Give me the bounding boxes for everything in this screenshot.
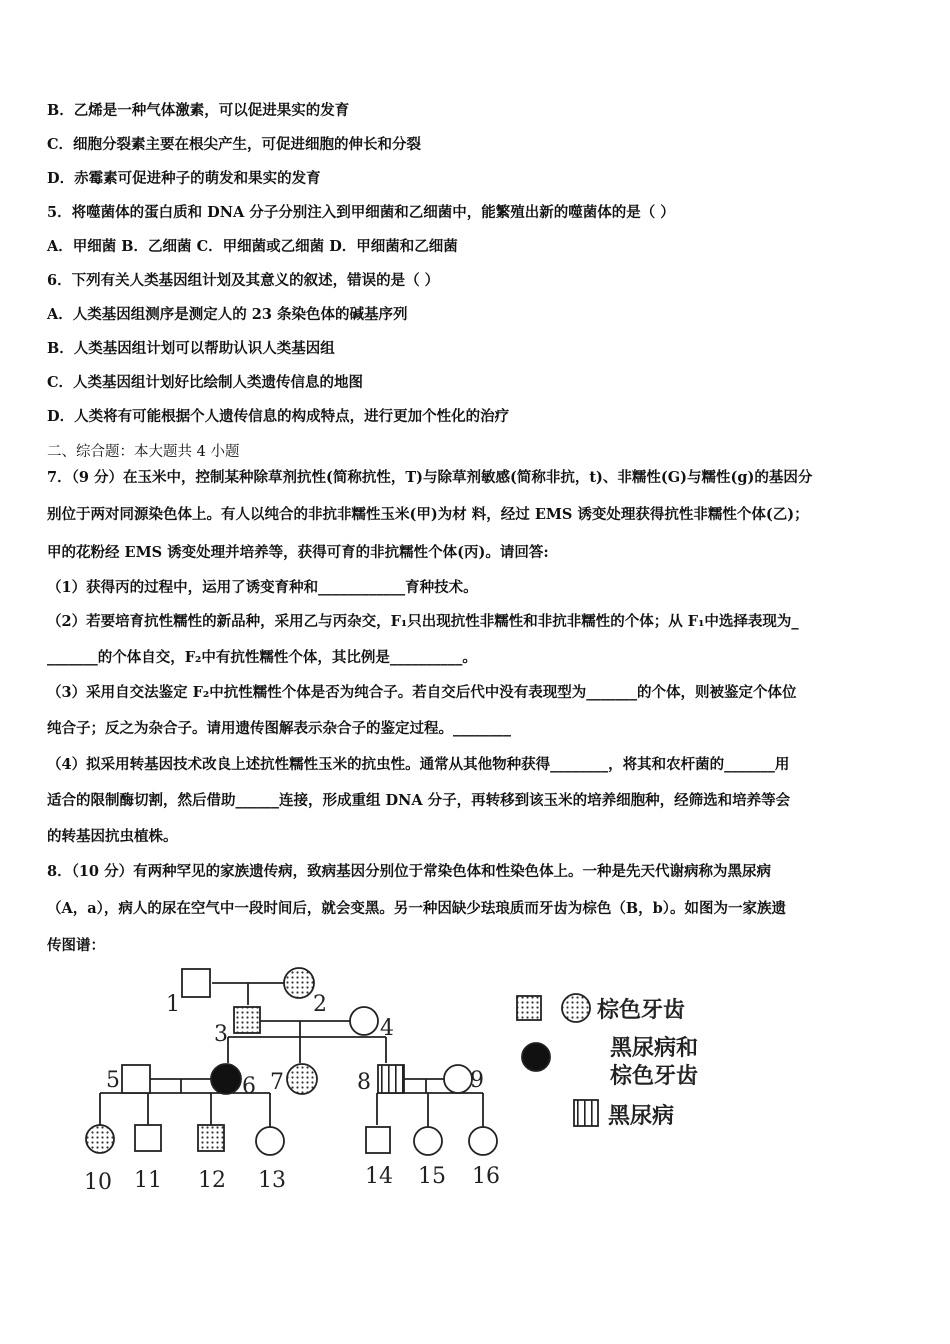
pedigree-individual-11 [135,1125,161,1151]
pedigree-individual-15 [414,1127,442,1155]
pedigree-label-12: 12 [198,1168,226,1193]
pedigree-chart [70,955,770,1210]
pedigree-label-16: 16 [472,1164,500,1189]
pedigree-label-9: 9 [470,1068,484,1093]
pedigree-individual-5 [122,1065,150,1093]
q5-options: A．甲细菌 B．乙细菌 C．甲细菌或乙细菌 D．甲细菌和乙细菌 [47,238,458,255]
legend-label-alkaptonuria-and: 黑尿病和 [610,1036,699,1061]
section-heading: 二、综合题：本大题共 4 小题 [47,444,240,460]
pedigree-label-2: 2 [313,992,327,1017]
pedigree-label-11: 11 [134,1168,162,1193]
legend-label-brown-teeth: 棕色牙齿 [597,998,686,1023]
q7-part-2b: _______的个体自交，F₂中有抗性糯性个体，其比例是__________。 [47,649,477,666]
q6-stem: 6．下列有关人类基因组计划及其意义的叙述，错误的是（ ） [47,272,440,289]
q5-stem: 5．将噬菌体的蛋白质和 DNA 分子分别注入到甲细菌和乙细菌中，能繁殖出新的噬菌体的是（ ） [47,204,675,221]
pedigree-label-15: 15 [418,1164,446,1189]
q6-option-a: A．人类基因组测序是测定人的 23 条染色体的碱基序列 [47,306,408,323]
q7-part-3a: （3）采用自交法鉴定 F₂中抗性糯性个体是否为纯合子。若自交后代中没有表现型为_______的个体，则被鉴定个体位 [47,684,797,701]
pedigree-individual-13 [256,1127,284,1155]
q8-stem-1: 8．（10 分）有两种罕见的家族遗传病，致病基因分别位于常染色体和性染色体上。一种是先天代谢病称为黑尿病 [47,863,772,880]
q7-part-4b: 适合的限制酶切割，然后借助______连接，形成重组 DNA 分子，再转移到该玉米的培养细胞种，经筛选和培养等会 [47,792,791,809]
q7-part-1: （1）获得丙的过程中，运用了诱变育种和____________育种技术。 [47,579,478,596]
pedigree-individual-12 [198,1125,224,1151]
legend-label-alkaptonuria: 黑尿病 [608,1104,675,1129]
q7-part-3b: 纯合子；反之为杂合子。请用遗传图解表示杂合子的鉴定过程。________ [47,720,511,737]
q8-stem-2: （A，a），病人的尿在空气中一段时间后，就会变黑。另一种因缺少珐琅质而牙齿为棕色（B，b）。如图为一家族遗 [47,900,787,917]
pedigree-label-5: 5 [106,1068,120,1093]
q6-option-c: C．人类基因组计划好比绘制人类遗传信息的地图 [47,374,364,391]
pedigree-label-6: 6 [242,1074,256,1099]
pedigree-label-3: 3 [214,1022,228,1047]
pedigree-label-13: 13 [258,1168,286,1193]
pedigree-individual-3 [234,1007,260,1033]
q4-option-c: C．细胞分裂素主要在根尖产生，可促进细胞的伸长和分裂 [47,136,422,153]
q7-part-4c: 的转基因抗虫植株。 [47,828,178,845]
q7-stem-3: 甲的花粉经 EMS 诱变处理并培养等，获得可育的非抗糯性个体(丙)。请回答: [47,544,549,561]
pedigree-individual-2 [284,968,314,998]
pedigree-individual-1 [182,969,210,997]
q7-part-4a: （4）拟采用转基因技术改良上述抗性糯性玉米的抗虫性。通常从其他物种获得________，将其和农杆菌的_______用 [47,756,790,773]
legend-label-brown-teeth-2: 棕色牙齿 [610,1064,699,1089]
legend-circle-dotted [562,994,590,1022]
pedigree-label-10: 10 [84,1170,112,1195]
legend-circle-filled [522,1043,550,1071]
q8-stem-3: 传图谱： [47,937,105,954]
q7-part-2a: （2）若要培育抗性糯性的新品种，采用乙与丙杂交，F₁只出现抗性非糯性和非抗非糯性的个体；从 F₁中选择表现为_ [47,613,799,630]
pedigree-individual-10 [86,1125,114,1153]
q6-option-d: D．人类将有可能根据个人遗传信息的构成特点，进行更加个性化的治疗 [47,408,510,425]
pedigree-individual-8 [378,1065,404,1093]
q6-option-b: B．人类基因组计划可以帮助认识人类基因组 [47,340,335,357]
q4-option-b: B．乙烯是一种气体激素，可以促进果实的发育 [47,102,350,119]
q4-option-d: D．赤霉素可促进种子的萌发和果实的发育 [47,170,321,187]
pedigree-individual-6 [211,1064,241,1094]
pedigree-individual-14 [366,1127,390,1153]
legend-square-striped [574,1100,598,1126]
pedigree-label-8: 8 [357,1070,371,1095]
pedigree-individual-4 [350,1007,378,1035]
pedigree-label-14: 14 [365,1164,393,1189]
pedigree-label-4: 4 [380,1016,394,1041]
pedigree-label-7: 7 [270,1070,284,1095]
pedigree-individual-7 [287,1064,317,1094]
pedigree-individual-9 [444,1065,472,1093]
pedigree-label-1: 1 [166,992,180,1017]
q7-stem-1: 7．（9 分）在玉米中，控制某种除草剂抗性(简称抗性，T)与除草剂敏感(简称非抗，t)、非糯性(G)与糯性(g)的基因分 [47,469,813,486]
q7-stem-2: 别位于两对同源染色体上。有人以纯合的非抗非糯性玉米(甲)为材 料，经过 EMS 诱变处理获得抗性非糯性个体(乙)； [47,506,809,523]
pedigree-individual-16 [469,1127,497,1155]
legend-square-dotted [517,996,541,1020]
